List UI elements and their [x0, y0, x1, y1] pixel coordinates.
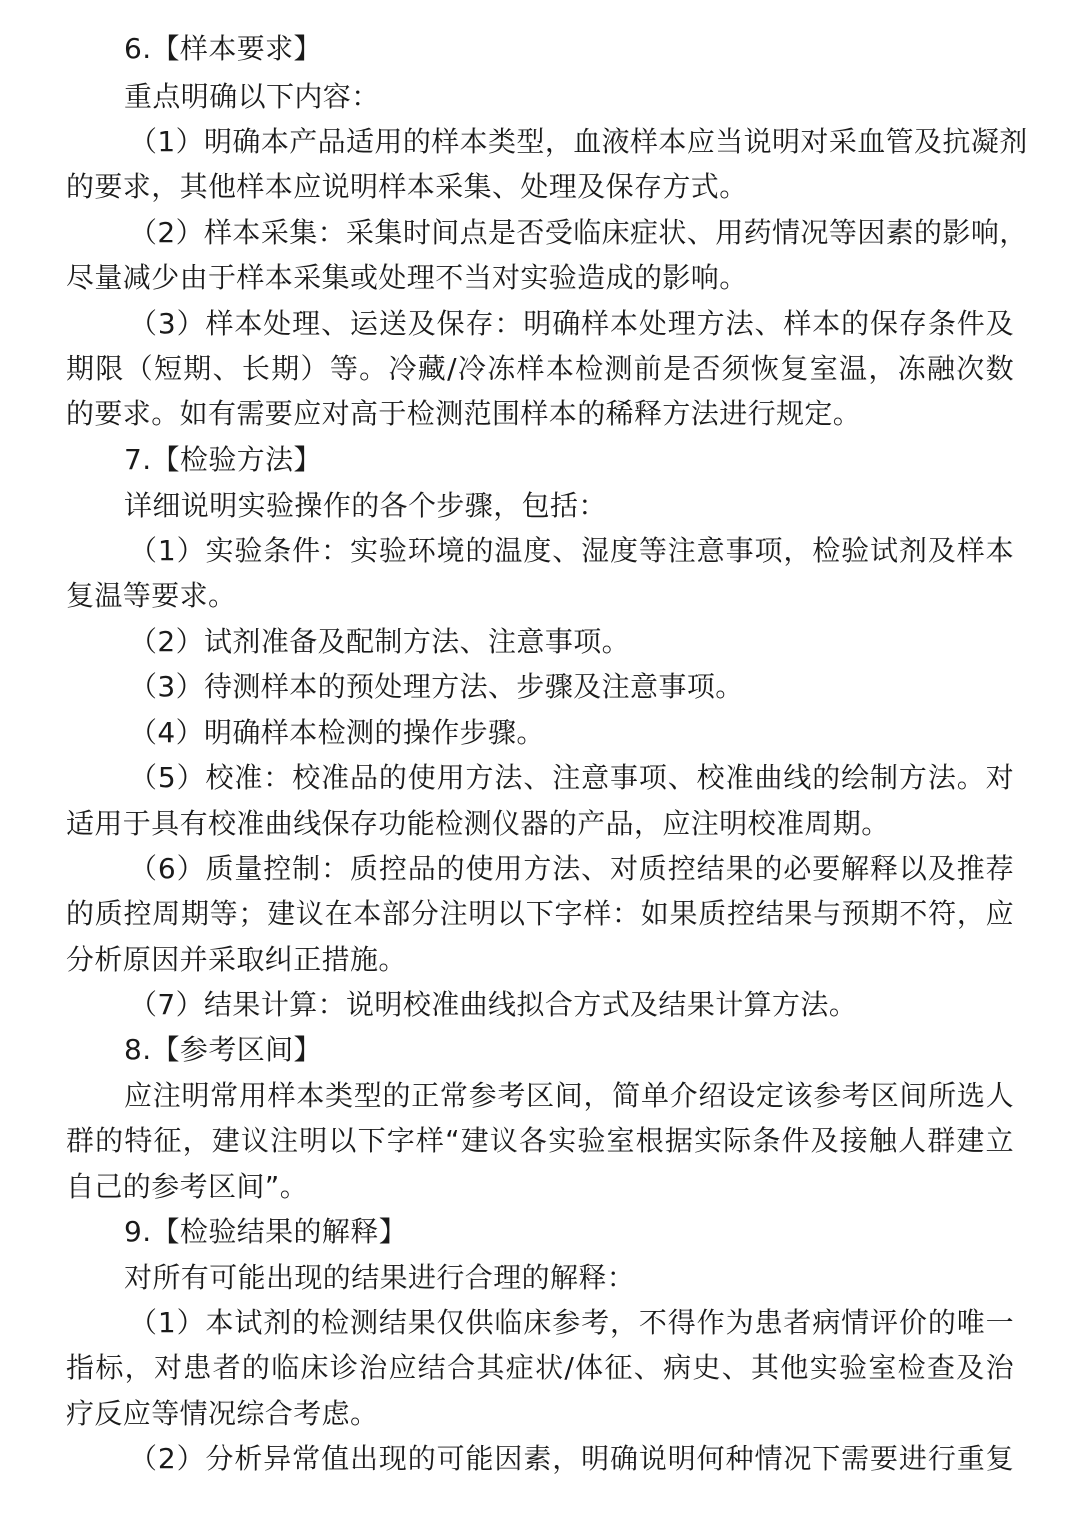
paragraph-line: 自己的参考区间”。 — [66, 1170, 309, 1203]
list-item-line: 尽量减少由于样本采集或处理不当对实验造成的影响。 — [66, 261, 748, 294]
list-item-line: 期限（短期、长期）等。冷藏/冷冻样本检测前是否须恢复室温，冻融次数 — [66, 352, 1014, 385]
paragraph-line: 应注明常用样本类型的正常参考区间，简单介绍设定该参考区间所选人 — [124, 1079, 1014, 1112]
list-item-line: （7）结果计算：说明校准曲线拟合方式及结果计算方法。 — [129, 988, 858, 1021]
paragraph-line: 群的特征，建议注明以下字样“建议各实验室根据实际条件及接触人群建立 — [66, 1124, 1014, 1157]
list-item-line: （3）样本处理、运送及保存：明确样本处理方法、样本的保存条件及 — [129, 307, 1014, 340]
list-item-line: 疗反应等情况综合考虑。 — [66, 1397, 379, 1430]
list-item-line: 适用于具有校准曲线保存功能检测仪器的产品，应注明校准周期。 — [66, 807, 890, 840]
list-item-line: 复温等要求。 — [66, 579, 237, 612]
list-item-line: （5）校准：校准品的使用方法、注意事项、校准曲线的绘制方法。对 — [129, 761, 1014, 794]
list-item-line: （1）实验条件：实验环境的温度、湿度等注意事项，检验试剂及样本 — [129, 534, 1014, 567]
paragraph-line: 详细说明实验操作的各个步骤，包括： — [124, 489, 607, 522]
list-item-line: （4）明确样本检测的操作步骤。 — [129, 716, 545, 749]
list-item-line: 的要求，其他样本应说明样本采集、处理及保存方式。 — [66, 170, 748, 203]
list-item-line: 的要求。如有需要应对高于检测范围样本的稀释方法进行规定。 — [66, 397, 862, 430]
list-item-line: （2）分析异常值出现的可能因素，明确说明何种情况下需要进行重复 — [129, 1442, 1014, 1475]
section-heading-sample-requirements: 6.【样本要求】 — [124, 32, 322, 65]
section-heading-reference-interval: 8.【参考区间】 — [124, 1033, 322, 1066]
section-heading-test-method: 7.【检验方法】 — [124, 443, 322, 476]
list-item-line: 的质控周期等；建议在本部分注明以下字样：如果质控结果与预期不符，应 — [66, 897, 1014, 930]
section-heading-result-interpretation: 9.【检验结果的解释】 — [124, 1215, 408, 1248]
list-item-line: （3）待测样本的预处理方法、步骤及注意事项。 — [129, 670, 744, 703]
list-item-line: （2）试剂准备及配制方法、注意事项。 — [129, 625, 631, 658]
list-item-line: 分析原因并采取纠正措施。 — [66, 943, 407, 976]
list-item-line: （6）质量控制：质控品的使用方法、对质控结果的必要解释以及推荐 — [129, 852, 1014, 885]
paragraph-line: 对所有可能出现的结果进行合理的解释： — [124, 1261, 636, 1294]
list-item-line: （1）明确本产品适用的样本类型，血液样本应当说明对采血管及抗凝剂 — [129, 125, 1028, 158]
paragraph-line: 重点明确以下内容： — [124, 80, 380, 113]
list-item-line: 指标，对患者的临床诊治应结合其症状/体征、病史、其他实验室检查及治 — [66, 1351, 1014, 1384]
list-item-line: （1）本试剂的检测结果仅供临床参考，不得作为患者病情评价的唯一 — [129, 1306, 1014, 1339]
list-item-line: （2）样本采集：采集时间点是否受临床症状、用药情况等因素的影响， — [129, 216, 1028, 249]
